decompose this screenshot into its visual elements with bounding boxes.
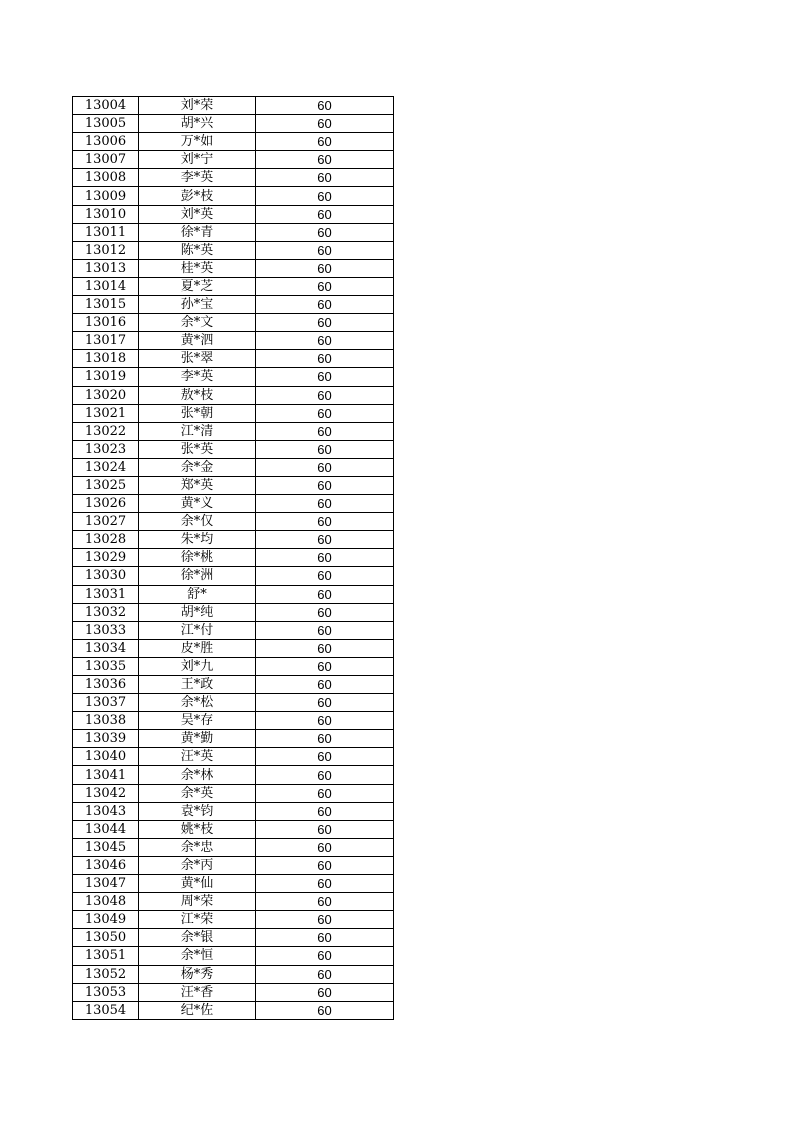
table-row <box>73 875 394 893</box>
table-row <box>73 115 394 133</box>
id-cell: 13054 <box>73 1001 139 1019</box>
amount-cell: 60 <box>256 549 394 567</box>
id-cell: 13006 <box>73 133 139 151</box>
id-cell: 13025 <box>73 476 139 494</box>
table-row <box>73 838 394 856</box>
id-cell: 13034 <box>73 639 139 657</box>
table-row <box>73 440 394 458</box>
amount-cell: 60 <box>256 856 394 874</box>
id-cell: 13048 <box>73 893 139 911</box>
amount-cell: 60 <box>256 1001 394 1019</box>
table-row <box>73 133 394 151</box>
name-cell: 敖*枝 <box>139 386 256 404</box>
amount-cell: 60 <box>256 296 394 314</box>
id-cell: 13026 <box>73 495 139 513</box>
table-row <box>73 567 394 585</box>
amount-cell: 60 <box>256 151 394 169</box>
amount-cell: 60 <box>256 784 394 802</box>
id-cell: 13043 <box>73 802 139 820</box>
name-cell: 余*仅 <box>139 513 256 531</box>
table-row <box>73 422 394 440</box>
amount-cell: 60 <box>256 259 394 277</box>
amount-cell: 60 <box>256 730 394 748</box>
table-row <box>73 657 394 675</box>
name-cell: 孙*宝 <box>139 296 256 314</box>
amount-cell: 60 <box>256 422 394 440</box>
id-cell: 13035 <box>73 657 139 675</box>
name-cell: 刘*九 <box>139 657 256 675</box>
amount-cell: 60 <box>256 965 394 983</box>
amount-cell: 60 <box>256 838 394 856</box>
amount-cell: 60 <box>256 241 394 259</box>
id-cell: 13030 <box>73 567 139 585</box>
amount-cell: 60 <box>256 911 394 929</box>
name-cell: 吴*存 <box>139 712 256 730</box>
name-cell: 纪*佐 <box>139 1001 256 1019</box>
table-body <box>73 97 394 1020</box>
table-row <box>73 784 394 802</box>
name-cell: 余*丙 <box>139 856 256 874</box>
id-cell: 13049 <box>73 911 139 929</box>
table-row <box>73 151 394 169</box>
amount-cell: 60 <box>256 639 394 657</box>
name-cell: 汪*英 <box>139 748 256 766</box>
table-row <box>73 277 394 295</box>
id-cell: 13041 <box>73 766 139 784</box>
amount-cell: 60 <box>256 495 394 513</box>
id-cell: 13012 <box>73 241 139 259</box>
amount-cell: 60 <box>256 585 394 603</box>
amount-cell: 60 <box>256 712 394 730</box>
table-row <box>73 296 394 314</box>
name-cell: 江*付 <box>139 621 256 639</box>
name-cell: 余*松 <box>139 694 256 712</box>
id-cell: 13018 <box>73 350 139 368</box>
table-row <box>73 404 394 422</box>
id-cell: 13024 <box>73 458 139 476</box>
table-row <box>73 259 394 277</box>
name-cell: 刘*英 <box>139 205 256 223</box>
table-row <box>73 676 394 694</box>
amount-cell: 60 <box>256 404 394 422</box>
id-cell: 13050 <box>73 929 139 947</box>
id-cell: 13010 <box>73 205 139 223</box>
id-cell: 13045 <box>73 838 139 856</box>
table-row <box>73 585 394 603</box>
name-cell: 胡*兴 <box>139 115 256 133</box>
amount-cell: 60 <box>256 513 394 531</box>
table-row <box>73 965 394 983</box>
name-cell: 张*朝 <box>139 404 256 422</box>
name-cell: 黄*义 <box>139 495 256 513</box>
amount-cell: 60 <box>256 694 394 712</box>
table-row <box>73 458 394 476</box>
amount-cell: 60 <box>256 875 394 893</box>
amount-cell: 60 <box>256 748 394 766</box>
id-cell: 13042 <box>73 784 139 802</box>
amount-cell: 60 <box>256 657 394 675</box>
amount-cell: 60 <box>256 603 394 621</box>
id-cell: 13047 <box>73 875 139 893</box>
table-row <box>73 386 394 404</box>
table-row <box>73 694 394 712</box>
id-cell: 13038 <box>73 712 139 730</box>
name-cell: 舒* <box>139 585 256 603</box>
name-cell: 江*荣 <box>139 911 256 929</box>
name-cell: 桂*英 <box>139 259 256 277</box>
id-cell: 13019 <box>73 368 139 386</box>
name-cell: 徐*青 <box>139 223 256 241</box>
name-cell: 袁*钧 <box>139 802 256 820</box>
id-cell: 13020 <box>73 386 139 404</box>
amount-cell: 60 <box>256 368 394 386</box>
id-cell: 13032 <box>73 603 139 621</box>
table-row <box>73 947 394 965</box>
table-row <box>73 983 394 1001</box>
name-cell: 周*荣 <box>139 893 256 911</box>
table-row <box>73 929 394 947</box>
name-cell: 杨*秀 <box>139 965 256 983</box>
amount-cell: 60 <box>256 676 394 694</box>
id-cell: 13053 <box>73 983 139 1001</box>
table-row <box>73 1001 394 1019</box>
name-cell: 汪*香 <box>139 983 256 1001</box>
amount-cell: 60 <box>256 983 394 1001</box>
amount-cell: 60 <box>256 947 394 965</box>
name-cell: 姚*枝 <box>139 820 256 838</box>
name-cell: 刘*宁 <box>139 151 256 169</box>
table-row <box>73 513 394 531</box>
id-cell: 13051 <box>73 947 139 965</box>
name-cell: 张*翠 <box>139 350 256 368</box>
id-cell: 13021 <box>73 404 139 422</box>
table-row <box>73 893 394 911</box>
id-cell: 13029 <box>73 549 139 567</box>
table-row <box>73 712 394 730</box>
table-row <box>73 802 394 820</box>
name-cell: 郑*英 <box>139 476 256 494</box>
amount-cell: 60 <box>256 350 394 368</box>
amount-cell: 60 <box>256 223 394 241</box>
amount-cell: 60 <box>256 802 394 820</box>
table-row <box>73 350 394 368</box>
name-cell: 李*英 <box>139 368 256 386</box>
amount-cell: 60 <box>256 766 394 784</box>
amount-cell: 60 <box>256 386 394 404</box>
table-row <box>73 911 394 929</box>
amount-cell: 60 <box>256 97 394 115</box>
table-row <box>73 639 394 657</box>
name-cell: 余*银 <box>139 929 256 947</box>
amount-cell: 60 <box>256 458 394 476</box>
amount-cell: 60 <box>256 115 394 133</box>
table-row <box>73 476 394 494</box>
id-cell: 13011 <box>73 223 139 241</box>
id-cell: 13023 <box>73 440 139 458</box>
amount-cell: 60 <box>256 820 394 838</box>
table-row <box>73 223 394 241</box>
amount-cell: 60 <box>256 314 394 332</box>
amount-cell: 60 <box>256 133 394 151</box>
id-cell: 13005 <box>73 115 139 133</box>
table-row <box>73 314 394 332</box>
amount-cell: 60 <box>256 567 394 585</box>
table-row <box>73 495 394 513</box>
id-cell: 13037 <box>73 694 139 712</box>
id-cell: 13052 <box>73 965 139 983</box>
id-cell: 13009 <box>73 187 139 205</box>
id-cell: 13004 <box>73 97 139 115</box>
amount-cell: 60 <box>256 893 394 911</box>
id-cell: 13039 <box>73 730 139 748</box>
name-cell: 余*忠 <box>139 838 256 856</box>
table-row <box>73 169 394 187</box>
name-cell: 彭*枝 <box>139 187 256 205</box>
data-table <box>72 96 394 1020</box>
id-cell: 13027 <box>73 513 139 531</box>
id-cell: 13013 <box>73 259 139 277</box>
name-cell: 皮*胜 <box>139 639 256 657</box>
id-cell: 13036 <box>73 676 139 694</box>
id-cell: 13031 <box>73 585 139 603</box>
table-row <box>73 856 394 874</box>
table-row <box>73 766 394 784</box>
name-cell: 李*英 <box>139 169 256 187</box>
table-row <box>73 820 394 838</box>
name-cell: 余*金 <box>139 458 256 476</box>
amount-cell: 60 <box>256 277 394 295</box>
name-cell: 黄*仙 <box>139 875 256 893</box>
table-row <box>73 531 394 549</box>
id-cell: 13015 <box>73 296 139 314</box>
amount-cell: 60 <box>256 476 394 494</box>
name-cell: 徐*洲 <box>139 567 256 585</box>
table-row <box>73 368 394 386</box>
id-cell: 13014 <box>73 277 139 295</box>
name-cell: 余*英 <box>139 784 256 802</box>
name-cell: 张*英 <box>139 440 256 458</box>
id-cell: 13016 <box>73 314 139 332</box>
table-row <box>73 621 394 639</box>
table-row <box>73 332 394 350</box>
name-cell: 余*恒 <box>139 947 256 965</box>
name-cell: 王*政 <box>139 676 256 694</box>
table-row <box>73 549 394 567</box>
amount-cell: 60 <box>256 205 394 223</box>
name-cell: 黄*泗 <box>139 332 256 350</box>
name-cell: 胡*纯 <box>139 603 256 621</box>
name-cell: 徐*桃 <box>139 549 256 567</box>
table-row <box>73 241 394 259</box>
table-row <box>73 205 394 223</box>
name-cell: 余*林 <box>139 766 256 784</box>
amount-cell: 60 <box>256 621 394 639</box>
id-cell: 13046 <box>73 856 139 874</box>
id-cell: 13044 <box>73 820 139 838</box>
name-cell: 余*文 <box>139 314 256 332</box>
name-cell: 陈*英 <box>139 241 256 259</box>
name-cell: 万*如 <box>139 133 256 151</box>
amount-cell: 60 <box>256 440 394 458</box>
id-cell: 13028 <box>73 531 139 549</box>
id-cell: 13022 <box>73 422 139 440</box>
table-row <box>73 730 394 748</box>
id-cell: 13008 <box>73 169 139 187</box>
amount-cell: 60 <box>256 187 394 205</box>
amount-cell: 60 <box>256 169 394 187</box>
name-cell: 黄*勤 <box>139 730 256 748</box>
name-cell: 刘*荣 <box>139 97 256 115</box>
amount-cell: 60 <box>256 531 394 549</box>
id-cell: 13017 <box>73 332 139 350</box>
table-row <box>73 187 394 205</box>
table-row <box>73 603 394 621</box>
table-row <box>73 97 394 115</box>
name-cell: 夏*芝 <box>139 277 256 295</box>
amount-cell: 60 <box>256 332 394 350</box>
name-cell: 江*清 <box>139 422 256 440</box>
name-cell: 朱*均 <box>139 531 256 549</box>
table-row <box>73 748 394 766</box>
amount-cell: 60 <box>256 929 394 947</box>
id-cell: 13033 <box>73 621 139 639</box>
id-cell: 13007 <box>73 151 139 169</box>
id-cell: 13040 <box>73 748 139 766</box>
